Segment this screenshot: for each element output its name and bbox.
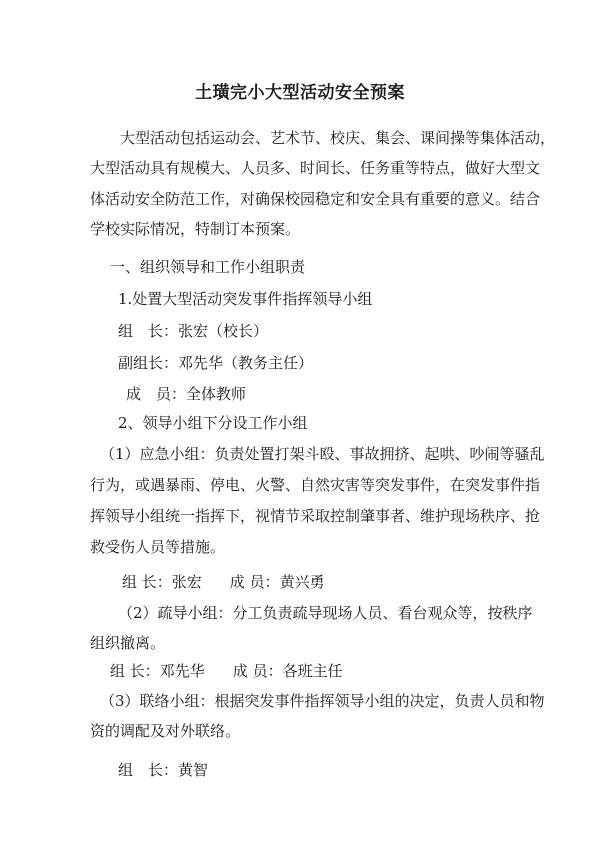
evacuation-line-2: 组织撤离。 bbox=[90, 634, 166, 652]
leader-value: 张宏（校长） bbox=[178, 322, 269, 340]
liaison-leader-row bbox=[118, 760, 208, 780]
emergency-leader-label: 组 长： bbox=[122, 573, 172, 591]
item-1-heading: 1.处置大型活动突发事件指挥领导小组 bbox=[118, 290, 373, 308]
deputy-value: 邓先华（教务主任） bbox=[178, 354, 314, 372]
liaison-line-2: 资的调配及对外联络。 bbox=[90, 722, 241, 740]
intro-line-1: 大型活动包括运动会、艺术节、校庆、集会、课间操等集体活动， bbox=[120, 129, 556, 147]
emergency-members-label: 成 员： bbox=[229, 573, 280, 591]
evacuation-members-value: 各班主任 bbox=[282, 662, 343, 680]
intro-line-3: 体活动安全防范工作，对确保校园稳定和安全具有重要的意义。结合 bbox=[90, 190, 541, 208]
intro-line-2: 大型活动具有规模大、人员多、时间长、任务重等特点，做好大型文 bbox=[90, 159, 541, 177]
emergency-leader-value: 张宏 bbox=[171, 573, 202, 591]
leader-row bbox=[118, 321, 268, 341]
evacuation-roster-row bbox=[110, 661, 343, 681]
emergency-line-3: 挥领导小组统一指挥下，视情节采取控制肇事者、维护现场秩序、抢 bbox=[90, 507, 541, 525]
intro-line-4: 学校实际情况，特制订本预案。 bbox=[90, 220, 301, 238]
members-label: 成 员： bbox=[126, 385, 187, 403]
document-title: 土璜完小大型活动安全预案 bbox=[195, 83, 405, 103]
section-heading: 一、组织领导和工作小组职责 bbox=[110, 258, 306, 276]
leader-label: 组 长： bbox=[118, 322, 179, 340]
deputy-label: 副组长： bbox=[118, 354, 179, 372]
deputy-row bbox=[118, 353, 313, 373]
liaison-line-1: （3）联络小组：根据突发事件指挥领导小组的决定，负责人员和物 bbox=[100, 692, 545, 710]
emergency-line-2: 行为，或遇暴雨、停电、火警、自然灾害等突发事件，在突发事件指 bbox=[90, 476, 541, 494]
emergency-roster-row bbox=[122, 572, 325, 592]
evacuation-leader-value: 邓先华 bbox=[159, 662, 205, 680]
members-row bbox=[126, 384, 246, 404]
liaison-leader-label: 组 长： bbox=[118, 761, 179, 779]
evacuation-members-label: 成 员： bbox=[232, 662, 283, 680]
emergency-members-value: 黄兴勇 bbox=[279, 573, 325, 591]
evacuation-line-1: （2）疏导小组：分工负责疏导现场人员、看台观众等，按秩序 bbox=[118, 604, 533, 622]
emergency-line-4: 救受伤人员等措施。 bbox=[90, 538, 226, 556]
members-value: 全体教师 bbox=[186, 385, 247, 403]
evacuation-leader-label: 组 长： bbox=[110, 662, 160, 680]
emergency-line-1: （1）应急小组：负责处置打架斗殴、事故拥挤、起哄、吵闹等骚乱 bbox=[100, 445, 545, 463]
liaison-leader-value: 黄智 bbox=[178, 761, 209, 779]
item-2-heading: 2、领导小组下分设工作小组 bbox=[118, 414, 308, 432]
